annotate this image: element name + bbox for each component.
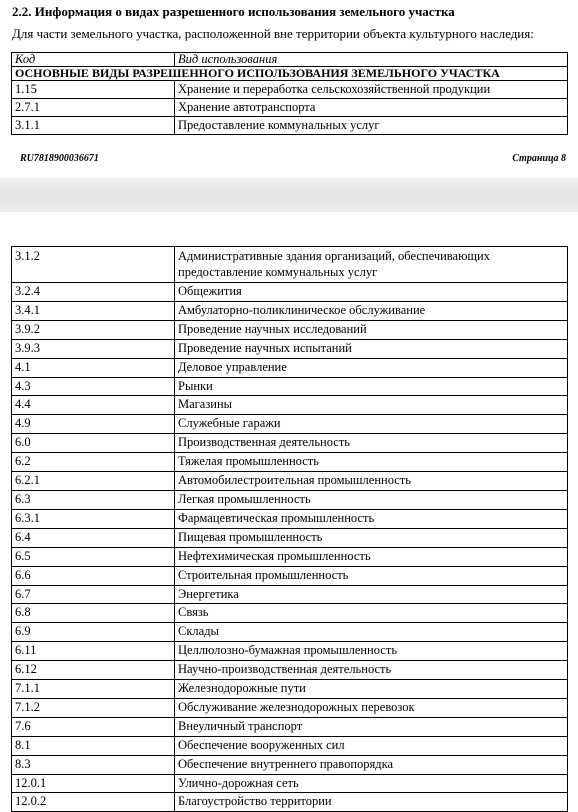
- table-row: [12, 736, 568, 755]
- table-row: [12, 81, 568, 99]
- table-row: [12, 339, 568, 358]
- table-row: [12, 604, 568, 623]
- code-cell: 4.3: [12, 377, 175, 396]
- use-cell: Склады: [175, 623, 568, 642]
- code-cell: 6.0: [12, 434, 175, 453]
- use-cell: Проведение научных испытаний: [175, 339, 568, 358]
- use-cell: Предоставление коммунальных услуг: [175, 117, 568, 135]
- page-number: Страница 8: [512, 153, 566, 164]
- table-row: [12, 661, 568, 680]
- table-row: [12, 472, 568, 491]
- use-cell: Магазины: [175, 396, 568, 415]
- code-cell: 12.0.2: [12, 793, 175, 812]
- code-cell: 7.1.1: [12, 680, 175, 699]
- table-body: [12, 247, 568, 812]
- use-cell: Деловое управление: [175, 358, 568, 377]
- table-header-row: [12, 53, 568, 67]
- use-cell: Улично-дорожная сеть: [175, 774, 568, 793]
- table-row: [12, 301, 568, 320]
- code-cell: 3.1.1: [12, 117, 175, 135]
- table-row: [12, 680, 568, 699]
- table-row: [12, 566, 568, 585]
- code-cell: 6.2.1: [12, 472, 175, 491]
- table-row: [12, 247, 568, 283]
- code-cell: 6.8: [12, 604, 175, 623]
- use-cell: Хранение автотранспорта: [175, 99, 568, 117]
- table-row: [12, 642, 568, 661]
- table-row: [12, 320, 568, 339]
- table-row: [12, 117, 568, 135]
- use-cell: Проведение научных исследований: [175, 320, 568, 339]
- code-cell: 6.5: [12, 547, 175, 566]
- use-cell: Обеспечение внутреннего правопорядка: [175, 755, 568, 774]
- document-page-8: [0, 0, 578, 178]
- table-row: [12, 547, 568, 566]
- table-row: [12, 774, 568, 793]
- table-row: [12, 377, 568, 396]
- code-cell: 6.7: [12, 585, 175, 604]
- use-cell: Рынки: [175, 377, 568, 396]
- code-cell: 8.3: [12, 755, 175, 774]
- section-title-row: [12, 67, 568, 81]
- use-cell: Внеуличный транспорт: [175, 717, 568, 736]
- code-cell: 12.0.1: [12, 774, 175, 793]
- code-cell: 4.9: [12, 415, 175, 434]
- table-row: [12, 490, 568, 509]
- use-cell: Целлюлозно-бумажная промышленность: [175, 642, 568, 661]
- code-cell: 6.3.1: [12, 509, 175, 528]
- use-cell: Пищевая промышленность: [175, 528, 568, 547]
- table-row: [12, 453, 568, 472]
- table-row: [12, 528, 568, 547]
- use-cell: Связь: [175, 604, 568, 623]
- use-cell: Обслуживание железнодорожных перевозок: [175, 698, 568, 717]
- use-cell: Тяжелая промышленность: [175, 453, 568, 472]
- intro-text: Для части земельного участка, расположенной вне территории объекта культурного наследия:: [12, 26, 534, 41]
- land-use-table-part1: [11, 52, 568, 135]
- table-row: [12, 793, 568, 812]
- code-cell: 3.2.4: [12, 283, 175, 302]
- code-cell: 7.6: [12, 717, 175, 736]
- code-cell: 6.3: [12, 490, 175, 509]
- use-cell: Железнодорожные пути: [175, 680, 568, 699]
- use-cell: Административные здания организаций, обеспечивающих предоставление коммунальных услуг: [175, 247, 568, 283]
- use-cell: Легкая промышленность: [175, 490, 568, 509]
- table-row: [12, 717, 568, 736]
- use-cell: Амбулаторно-поликлиническое обслуживание: [175, 301, 568, 320]
- use-cell: Энергетика: [175, 585, 568, 604]
- use-cell: Нефтехимическая промышленность: [175, 547, 568, 566]
- code-cell: 4.4: [12, 396, 175, 415]
- use-cell: Хранение и переработка сельскохозяйственной продукции: [175, 81, 568, 99]
- table-row: [12, 358, 568, 377]
- section-title: ОСНОВНЫЕ ВИДЫ РАЗРЕШЕННОГО ИСПОЛЬЗОВАНИЯ ЗЕМЕЛЬНОГО УЧАСТКА: [12, 67, 568, 81]
- use-cell: Производственная деятельность: [175, 434, 568, 453]
- table-row: [12, 283, 568, 302]
- use-cell: Благоустройство территории: [175, 793, 568, 812]
- table-row: [12, 755, 568, 774]
- code-cell: 3.4.1: [12, 301, 175, 320]
- code-cell: 4.1: [12, 358, 175, 377]
- land-use-table-part2: [11, 246, 568, 812]
- code-cell: 6.4: [12, 528, 175, 547]
- use-cell: Фармацевтическая промышленность: [175, 509, 568, 528]
- page-separator: [0, 178, 578, 212]
- table-row: [12, 509, 568, 528]
- code-cell: 6.9: [12, 623, 175, 642]
- code-cell: 2.7.1: [12, 99, 175, 117]
- use-cell: Обеспечение вооруженных сил: [175, 736, 568, 755]
- use-cell: Научно-производственная деятельность: [175, 661, 568, 680]
- table-row: [12, 415, 568, 434]
- table-row: [12, 585, 568, 604]
- code-cell: 8.1: [12, 736, 175, 755]
- code-cell: 3.1.2: [12, 247, 175, 283]
- table-row: [12, 434, 568, 453]
- table-row: [12, 99, 568, 117]
- code-cell: 6.11: [12, 642, 175, 661]
- document-id: RU7818900036671: [20, 153, 99, 164]
- code-cell: 7.1.2: [12, 698, 175, 717]
- code-cell: 3.9.2: [12, 320, 175, 339]
- use-cell: Служебные гаражи: [175, 415, 568, 434]
- use-cell: Строительная промышленность: [175, 566, 568, 585]
- code-cell: 6.2: [12, 453, 175, 472]
- use-cell: Автомобилестроительная промышленность: [175, 472, 568, 491]
- code-column-header: Код: [12, 53, 175, 67]
- table-row: [12, 623, 568, 642]
- code-cell: 1.15: [12, 81, 175, 99]
- table-row: [12, 396, 568, 415]
- code-cell: 3.9.3: [12, 339, 175, 358]
- use-column-header: Вид использования: [175, 53, 568, 67]
- section-heading: 2.2. Информация о видах разрешенного использования земельного участка: [12, 4, 455, 19]
- code-cell: 6.6: [12, 566, 175, 585]
- code-cell: 6.12: [12, 661, 175, 680]
- use-cell: Общежития: [175, 283, 568, 302]
- table-body: [12, 81, 568, 135]
- table-row: [12, 698, 568, 717]
